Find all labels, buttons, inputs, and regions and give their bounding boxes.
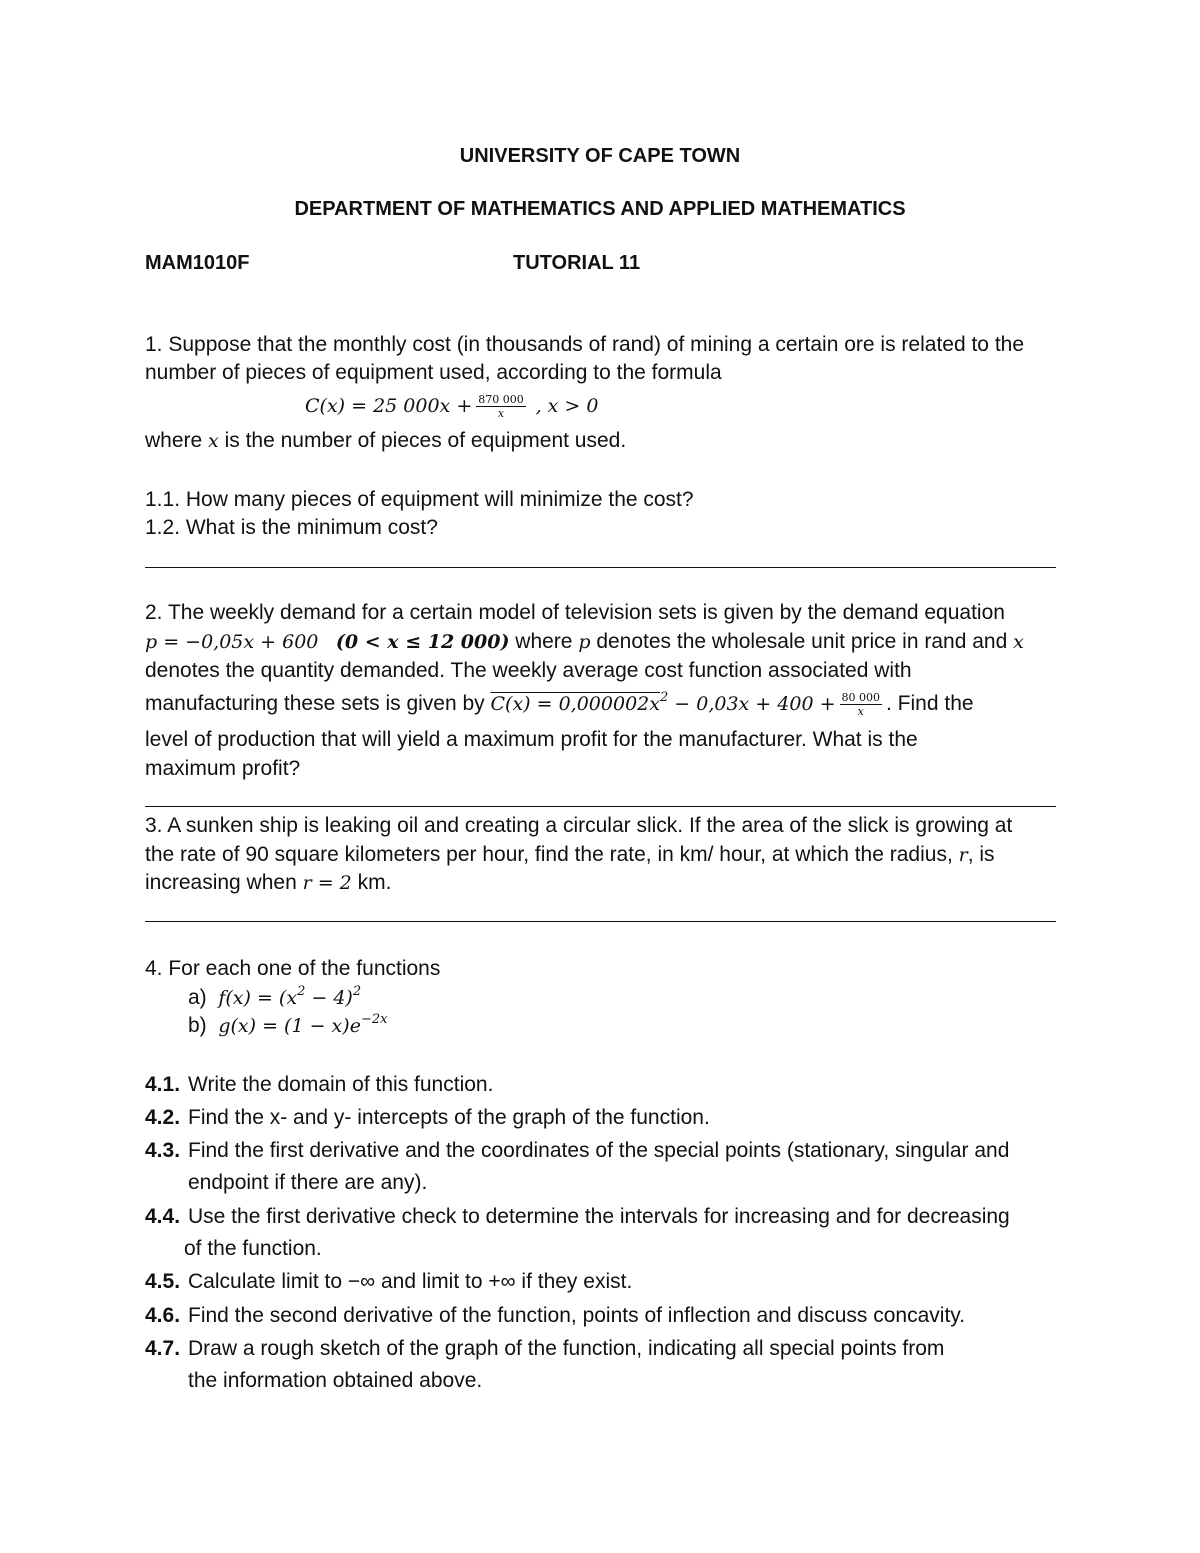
divider-3 <box>145 921 1056 922</box>
q3-line-1: 3. A sunken ship is leaking oil and creating a circular slick. If the area of the slick is growing at <box>145 814 1013 837</box>
q2-fraction-numerator: 80 000 <box>841 690 880 704</box>
q2-fraction <box>840 691 883 718</box>
q2-line-4-post: . Find the <box>886 692 974 715</box>
q4-item <box>145 1302 965 1330</box>
q1-formula-fraction <box>476 393 526 420</box>
q4-function-a <box>188 984 361 1012</box>
q2-exponent: 2 <box>659 690 669 705</box>
q2-line-1: 2. The weekly demand for a certain model of television sets is given by the demand equation <box>145 601 1005 624</box>
q1-formula-condition: , x > 0 <box>535 395 599 417</box>
q4-fa-head: f(x) = (x <box>218 987 298 1009</box>
q1-where-line <box>145 427 626 455</box>
q4-item-number: 4.6. <box>145 1304 181 1327</box>
q4-item-text: endpoint if there are any). <box>188 1171 428 1194</box>
q4-fa-label: a) <box>188 986 207 1009</box>
q4-item-number: 4.7. <box>145 1337 181 1360</box>
q4-item-number: 4.3. <box>145 1139 181 1162</box>
q2-line-2 <box>145 628 1024 656</box>
q4-fa-exp2: 2 <box>352 984 362 999</box>
q1-subquestion-2: 1.2. What is the minimum cost? <box>145 516 438 539</box>
q1-formula-lhs: C(x) = 25 000x + <box>305 395 473 417</box>
q4-item-number: 4.4. <box>145 1205 181 1228</box>
q2-demand-domain: (0 < x ≤ 12 000) <box>335 631 510 653</box>
q4-item-text: of the function. <box>184 1237 322 1260</box>
q4-intro: 4. For each one of the functions <box>145 957 441 980</box>
q1-where-var: x <box>208 430 219 452</box>
q3-line-3-post: km. <box>351 871 392 894</box>
q3-line-3 <box>145 869 391 897</box>
q4-item-number: 4.1. <box>145 1073 181 1096</box>
q4-item-text: Draw a rough sketch of the graph of the function, indicating all special points from <box>188 1337 945 1360</box>
q2-average-cost-head: C(x) = 0,000002x <box>490 693 660 715</box>
q2-line-6: maximum profit? <box>145 757 301 780</box>
q4-fa-mid: − 4) <box>305 987 353 1009</box>
q4-item-text: Find the first derivative and the coordinates of the special points (stationary, singular and <box>188 1139 1010 1162</box>
q4-item <box>145 1137 1009 1165</box>
q3-line-2-pre: the rate of 90 square kilometers per hour, find the rate, in km/ hour, at which the radius, <box>145 843 959 866</box>
q4-fb-label: b) <box>188 1014 207 1037</box>
q3-line-3-pre: increasing when <box>145 871 303 894</box>
department-title: DEPARTMENT OF MATHEMATICS AND APPLIED MATHEMATICS <box>294 198 906 220</box>
q2-line-4 <box>145 686 974 722</box>
q4-item-text: Calculate limit to −∞ and limit to +∞ if they exist. <box>188 1270 633 1293</box>
q4-fb-head: g(x) = (1 − x)e <box>218 1015 361 1037</box>
q4-item <box>145 1335 944 1363</box>
q4-item-text: the information obtained above. <box>188 1369 483 1392</box>
q4-item-continuation <box>141 1235 322 1263</box>
q2-average-cost <box>490 690 836 715</box>
q4-fb-expression <box>218 1012 388 1037</box>
q2-line-4-pre: manufacturing these sets is given by <box>145 692 491 715</box>
tutorial-number: TUTORIAL 11 <box>513 252 641 274</box>
q1-fraction-numerator: 870 000 <box>478 392 524 406</box>
q4-function-b <box>188 1012 387 1040</box>
divider-1 <box>145 567 1056 568</box>
q4-fa-exp1: 2 <box>297 984 306 999</box>
q2-line-5: level of production that will yield a maximum profit for the manufacturer. What is the <box>145 728 918 751</box>
q2-average-cost-rest: − 0,03x + 400 + <box>668 693 836 715</box>
q3-line-2-post: , is <box>967 843 995 866</box>
q2-var-x: x <box>1013 631 1024 653</box>
university-title: UNIVERSITY OF CAPE TOWN <box>459 145 741 167</box>
q4-item <box>145 1104 710 1132</box>
q4-item <box>145 1268 632 1296</box>
q1-where-pre: where <box>145 429 209 452</box>
q2-line-3: denotes the quantity demanded. The weekly average cost function associated with <box>145 659 912 682</box>
q2-var-p: p <box>578 631 591 653</box>
q2-line-2-mid: where <box>509 630 579 653</box>
q4-item-number: 4.5. <box>145 1270 181 1293</box>
q4-item-text: Use the first derivative check to determine the intervals for increasing and for decreasing <box>188 1205 1010 1228</box>
q1-fraction-denominator: x <box>497 406 505 420</box>
q3-line-2 <box>145 841 995 869</box>
q4-item <box>145 1071 493 1099</box>
q4-item-number: 4.2. <box>145 1106 181 1129</box>
q4-item-continuation <box>145 1169 427 1197</box>
q4-item-continuation <box>145 1367 482 1395</box>
q4-item-text: Find the x- and y- intercepts of the graph of the function. <box>188 1106 710 1129</box>
q1-line-2: number of pieces of equipment used, according to the formula <box>145 361 722 384</box>
q4-item-text: Write the domain of this function. <box>188 1073 494 1096</box>
q4-fb-exp: −2x <box>360 1012 388 1027</box>
q2-fraction-denominator: x <box>857 704 864 718</box>
q2-line-2-post: denotes the wholesale unit price in rand and <box>590 630 1014 653</box>
q1-line-1: 1. Suppose that the monthly cost (in thousands of rand) of mining a certain ore is related to the <box>145 333 1025 356</box>
q4-fa-expression <box>218 984 362 1009</box>
q1-where-post: is the number of pieces of equipment used. <box>218 429 627 452</box>
q3-radius-value: r = 2 <box>302 872 352 894</box>
divider-2 <box>145 806 1056 807</box>
course-code: MAM1010F <box>145 252 250 274</box>
q1-subquestion-1: 1.1. How many pieces of equipment will minimize the cost? <box>145 488 694 511</box>
q4-item-text: Find the second derivative of the function, points of inflection and discuss concavity. <box>188 1304 966 1327</box>
q4-item <box>145 1203 1010 1231</box>
q1-cost-formula <box>305 388 598 424</box>
q3-var-r: r <box>958 844 968 866</box>
q2-demand-equation: p = −0,05x + 600 <box>145 631 319 653</box>
